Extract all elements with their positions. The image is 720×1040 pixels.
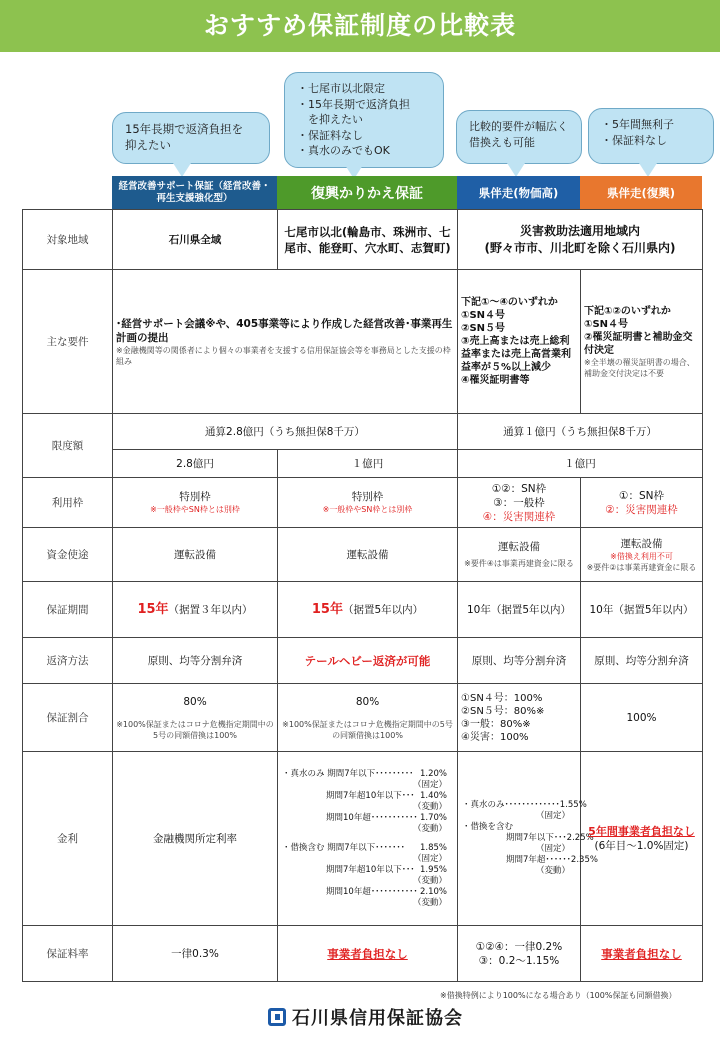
c3-rate-value: 2.25% xyxy=(566,833,594,843)
c3-rate-type: （固定） xyxy=(535,811,570,821)
header-ken-bansou-bukka: 県伴走(物価高) xyxy=(457,176,580,209)
quota-c4-line-1: ①：SN枠 xyxy=(619,489,664,502)
footer-logo xyxy=(268,1002,463,1032)
header-fukko-karikae: 復興かりかえ保証 xyxy=(277,176,457,209)
c2-rate-type: （固定） xyxy=(412,853,447,864)
c2-rate-line xyxy=(282,813,447,824)
use-c1: 運転設備 xyxy=(113,528,278,582)
req-c4-note: ※全半壊の罹災証明書の場合、補助金交付決定は不要 xyxy=(584,357,695,378)
ratio-c3-line-1: ①SN４号：100% xyxy=(461,692,543,704)
c2-rate-value: 1.70% xyxy=(419,812,447,823)
c2-rate-line xyxy=(282,791,447,802)
rate-c2 xyxy=(278,752,458,926)
c2-rate-type: （変動） xyxy=(412,801,447,812)
use-c4-note: ※要件②は事業再建資金に限る xyxy=(586,562,697,572)
use-c3-text: 運転設備 xyxy=(498,541,540,553)
quota-c4 xyxy=(581,478,703,528)
c2-rate-line xyxy=(282,769,447,780)
fee-c3-line-1: ①②④：一律0.2% xyxy=(475,940,563,953)
fee-c3-line-2: ③：0.2～1.15% xyxy=(478,954,560,967)
c2-rate-term: ・真水のみ 期間7年以下･････････ xyxy=(282,768,414,779)
c3-rate-line xyxy=(462,855,598,866)
fee-c4: 事業者負担なし xyxy=(581,926,703,982)
bubble-2-line-2: ・15年長期で返済負担 xyxy=(297,97,410,111)
quota-c3-line-3: ④：災害関連枠 xyxy=(482,510,556,523)
term-c1-years: 15年 xyxy=(137,601,169,617)
req-c4-line-3: ②罹災証明書と補助金交付決定 xyxy=(584,331,693,356)
footnote: ※借換特例により100%になる場合あり（100%保証も同額借換） xyxy=(440,991,677,1000)
bubble-2-line-3: を抑えたい xyxy=(297,113,363,126)
ratio-c3 xyxy=(458,684,581,752)
quota-c3-line-2: ③：一般枠 xyxy=(493,496,545,509)
row-use xyxy=(23,528,703,582)
limit-c34: 通算１億円（うち無担保8千万） xyxy=(458,414,703,450)
ratio-c3-line-4: ④災害：100% xyxy=(461,731,529,743)
term-c2-years: 15年 xyxy=(311,601,343,617)
header-keiei-support-line-2: 再生支援強化型） xyxy=(156,192,233,204)
req-c3-line-3: ②SN５号 xyxy=(461,323,506,334)
c2-rate-term: 期間10年超･･･････････ xyxy=(326,812,418,823)
c3-rate-term: 期間7年超･･････ xyxy=(506,855,571,865)
header-keiei-support xyxy=(112,176,277,209)
row-repay xyxy=(23,638,703,684)
bubble-2-line-4: ・保証料なし xyxy=(297,128,363,142)
page-title: おすすめ保証制度の比較表 xyxy=(0,0,720,52)
c3-rate-line xyxy=(462,833,594,844)
row-label-ratio: 保証割合 xyxy=(23,684,113,752)
bubble-3-line-2: 借換えも可能 xyxy=(469,136,535,149)
term-c4: 10年（据置5年以内） xyxy=(581,582,703,638)
quota-c1-text: 特別枠 xyxy=(179,491,211,503)
header-keiei-support-line-1: 経営改善サポート保証（経営改善・ xyxy=(118,180,271,192)
limit-c2: １億円 xyxy=(278,450,458,478)
c3-rate-value: 2.35% xyxy=(570,855,598,865)
area-c34 xyxy=(458,210,703,270)
association-logo-icon xyxy=(268,1008,286,1026)
repay-c3: 原則、均等分割弁済 xyxy=(458,638,581,684)
c2-rate-value: 1.85% xyxy=(419,842,447,853)
req-c4 xyxy=(581,270,703,414)
use-c4 xyxy=(581,528,703,582)
limit-c12: 通算2.8億円（うち無担保8千万） xyxy=(113,414,458,450)
ratio-c4: 100% xyxy=(581,684,703,752)
quota-c1-note: ※一般枠やSN枠とは別枠 xyxy=(150,505,240,514)
ratio-c1-text: 80% xyxy=(183,695,207,708)
c2-rate-line xyxy=(282,887,447,898)
repay-c1: 原則、均等分割弁済 xyxy=(113,638,278,684)
fee-c2: 事業者負担なし xyxy=(278,926,458,982)
bubble-3 xyxy=(456,110,582,164)
c3-rate-term: 期間7年以下･･･ xyxy=(506,833,567,843)
header-ken-bansou-fukko: 県伴走(復興) xyxy=(580,176,702,209)
quota-c3 xyxy=(458,478,581,528)
bubble-4-line-1: ・5年間無利子 xyxy=(601,118,674,131)
req-c3-line-1: 下記①～④のいずれか xyxy=(461,297,558,308)
ratio-c3-line-3: ③一般：80%※ xyxy=(461,718,531,730)
c3-rate-line xyxy=(462,822,570,833)
ratio-c2-note: ※100%保証またはコロナ危機指定期間中の5号の同額借換は100% xyxy=(282,719,453,740)
rate-c2-list xyxy=(282,769,447,909)
row-label-fee: 保証料率 xyxy=(23,926,113,982)
row-label-area: 対象地域 xyxy=(23,210,113,270)
quota-c2-text: 特別枠 xyxy=(351,491,384,503)
fee-c1: 一律0.3% xyxy=(113,926,278,982)
term-c2-grace: （据置5年以内） xyxy=(342,603,424,616)
c2-rate-line xyxy=(282,843,447,854)
quota-c3-line-1: ①②：SN枠 xyxy=(491,482,547,495)
quota-c1 xyxy=(113,478,278,528)
rate-c4-text: (6年目～1.0%固定) xyxy=(594,839,689,852)
quota-c4-line-2: ②：災害関連枠 xyxy=(605,503,678,516)
row-label-term: 保証期間 xyxy=(23,582,113,638)
req-c3-line-2: ①SN４号 xyxy=(461,310,506,321)
area-c1: 石川県全域 xyxy=(113,210,278,270)
c2-rate-term: 期間7年超10年以下･･･ xyxy=(326,790,415,801)
use-c3-note: ※要件④は事業再建資金に限る xyxy=(464,559,574,568)
area-c2: 七尾市以北(輪島市、珠洲市、七尾市、能登町、穴水町、志賀町) xyxy=(278,210,458,270)
c3-rate-type: （固定） xyxy=(535,844,570,854)
rate-c1: 金融機関所定利率 xyxy=(113,752,278,926)
quota-c2 xyxy=(278,478,458,528)
rate-c3-list xyxy=(462,800,598,877)
use-c4-text: 運転設備 xyxy=(620,537,663,550)
c2-rate-value: 2.10% xyxy=(419,886,447,897)
bubble-2-line-1: ・七尾市以北限定 xyxy=(297,82,385,95)
row-fee xyxy=(23,926,703,982)
row-ratio xyxy=(23,684,703,752)
row-label-rate: 金利 xyxy=(23,752,113,926)
quota-c2-note: ※一般枠やSN枠とは別枠 xyxy=(322,505,413,514)
req-c3-line-5: ④罹災証明書等 xyxy=(461,375,530,386)
row-label-requirements: 主な要件 xyxy=(23,270,113,414)
c3-rate-type: （変動） xyxy=(535,866,570,876)
row-limit xyxy=(23,414,703,450)
req-c12-text: ･経営サポート会議※や、405事業等により作成した経営改善･事業再生計画の提出 xyxy=(116,317,453,344)
ratio-c2-text: 80% xyxy=(355,695,380,708)
comparison-table xyxy=(22,209,703,982)
req-c12-note: ※金融機関等の関係者により個々の事業者を支援する信用保証協会等を事務局とした支援の枠組み xyxy=(116,345,451,366)
req-c12 xyxy=(113,270,458,414)
use-c3 xyxy=(458,528,581,582)
use-c2: 運転設備 xyxy=(278,528,458,582)
row-area xyxy=(23,210,703,270)
row-label-use: 資金使途 xyxy=(23,528,113,582)
row-label-repay: 返済方法 xyxy=(23,638,113,684)
repay-c2: テールヘビー返済が可能 xyxy=(278,638,458,684)
rate-c4 xyxy=(581,752,703,926)
term-c2 xyxy=(278,582,458,638)
row-limit-2 xyxy=(23,450,703,478)
bubble-2-line-5: ・真水のみでもOK xyxy=(297,144,390,157)
association-name: 石川県信用保証協会 xyxy=(292,1008,463,1029)
bubble-4 xyxy=(588,108,714,164)
bubble-1-line-1: 15年長期で返済負担を xyxy=(125,122,244,136)
bubble-4-line-2: ・保証料なし xyxy=(601,134,667,147)
row-requirements xyxy=(23,270,703,414)
c2-rate-type: （変動） xyxy=(412,823,447,834)
bubble-3-line-1: 比較的要件が幅広く xyxy=(469,120,568,133)
c3-rate-line xyxy=(462,800,587,811)
rate-c4-red: 5年間事業者負担なし xyxy=(588,824,695,838)
fee-c3 xyxy=(458,926,581,982)
repay-c4: 原則、均等分割弁済 xyxy=(581,638,703,684)
term-c1 xyxy=(113,582,278,638)
rate-c3 xyxy=(458,752,598,926)
row-label-limit: 限度額 xyxy=(23,414,113,478)
c2-rate-value: 1.20% xyxy=(419,768,447,779)
c3-rate-term: ・真水のみ･････････････ xyxy=(462,800,560,810)
c2-rate-type: （固定） xyxy=(412,779,447,790)
ratio-c2 xyxy=(278,684,458,752)
rate-spacer xyxy=(282,835,447,843)
bubble-1-line-2: 抑えたい xyxy=(125,138,171,152)
c2-rate-term: 期間10年超･･･････････ xyxy=(326,886,418,897)
use-c4-red: ※借換え利用不可 xyxy=(610,551,673,561)
row-term xyxy=(23,582,703,638)
area-c34-line-1: 災害救助法適用地域内 xyxy=(520,223,641,238)
ratio-c1-note: ※100%保証またはコロナ危機指定期間中の5号の同額借換は100% xyxy=(116,719,274,740)
ratio-c3-line-2: ②SN５号：80%※ xyxy=(461,705,545,717)
row-rate xyxy=(23,752,703,926)
req-c3 xyxy=(458,270,581,414)
req-c4-line-2: ①SN４号 xyxy=(584,318,629,330)
c3-rate-value: 1.55% xyxy=(559,800,587,810)
limit-c34b: １億円 xyxy=(458,450,703,478)
row-quota xyxy=(23,478,703,528)
c2-rate-value: 1.95% xyxy=(419,864,447,875)
c2-rate-type: （変動） xyxy=(412,875,447,886)
limit-c1: 2.8億円 xyxy=(113,450,278,478)
c2-rate-term: 期間7年超10年以下･･･ xyxy=(326,864,415,875)
c2-rate-type: （変動） xyxy=(412,897,447,908)
term-c1-grace: （据置３年以内） xyxy=(168,603,253,616)
row-label-quota: 利用枠 xyxy=(23,478,113,528)
c2-rate-term: ・借換含む 期間7年以下･･･････ xyxy=(282,842,405,853)
req-c3-line-4: ③売上高または売上総利益率または売上高営業利益率が５%以上減少 xyxy=(461,336,571,373)
bubble-1 xyxy=(112,112,270,164)
bubble-2 xyxy=(284,72,444,168)
req-c4-line-1: 下記①②のいずれか xyxy=(584,305,671,317)
ratio-c1 xyxy=(113,684,278,752)
c3-rate-term: ・借換を含む xyxy=(462,822,514,832)
c2-rate-line xyxy=(282,865,447,876)
term-c3: 10年（据置5年以内） xyxy=(458,582,581,638)
area-c34-line-2: (野々市市、川北町を除く石川県内) xyxy=(484,240,676,255)
c2-rate-value: 1.40% xyxy=(419,790,447,801)
